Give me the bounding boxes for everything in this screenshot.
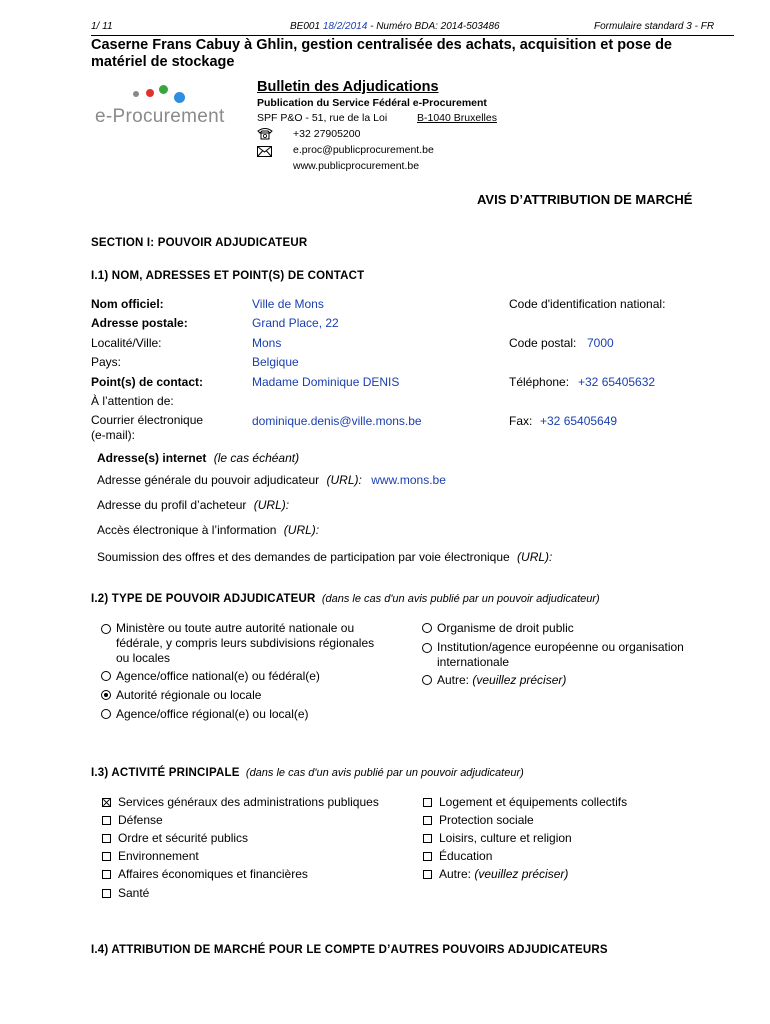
checkbox-icon[interactable] bbox=[423, 870, 432, 879]
profil-label: Adresse du profil d’acheteur bbox=[97, 498, 247, 512]
radio-icon[interactable] bbox=[101, 671, 111, 681]
fax-value: +32 65405649 bbox=[540, 414, 618, 428]
attention-label: À l’attention de: bbox=[91, 394, 174, 408]
adresse-generale-row bbox=[97, 473, 446, 487]
radio-label: Organisme de droit public bbox=[437, 621, 574, 635]
radio-item-autorite-regionale[interactable] bbox=[101, 688, 261, 702]
internet-row bbox=[97, 451, 299, 465]
adresse-value: Grand Place, 22 bbox=[252, 316, 339, 330]
checkbox-label: Défense bbox=[118, 813, 163, 827]
logo-dot-red-icon bbox=[146, 89, 154, 97]
bda-number: - Numéro BDA: 2014-503486 bbox=[370, 21, 500, 32]
radio-selected-icon[interactable] bbox=[101, 690, 111, 700]
bulletin-email[interactable]: e.proc@publicprocurement.be bbox=[293, 144, 434, 156]
courrier-label: Courrier électronique (e-mail): bbox=[91, 413, 204, 442]
url-note-1: (URL): bbox=[326, 473, 362, 487]
reference-line bbox=[290, 21, 500, 32]
notice-type: AVIS D’ATTRIBUTION DE MARCHÉ bbox=[477, 192, 693, 207]
telephone-label: Téléphone: bbox=[509, 375, 570, 389]
localite-label: Localité/Ville: bbox=[91, 336, 162, 350]
checkbox-item-sante[interactable] bbox=[102, 886, 149, 900]
checkbox-icon[interactable] bbox=[102, 889, 111, 898]
checkbox-label: Autre: bbox=[439, 867, 472, 881]
checkbox-item-ordre[interactable] bbox=[102, 831, 248, 845]
bulletin-city: B-1040 Bruxelles bbox=[417, 112, 497, 124]
section-1-3-title: I.3) ACTIVITÉ PRINCIPALE bbox=[91, 767, 240, 779]
checkbox-label: Loisirs, culture et religion bbox=[439, 831, 572, 845]
checkbox-label: Santé bbox=[118, 886, 150, 900]
ref-prefix: BE001 bbox=[290, 21, 321, 32]
nom-label: Nom officiel: bbox=[91, 297, 164, 311]
adresse-label: Adresse postale: bbox=[91, 316, 188, 330]
code-postal-label: Code postal: bbox=[509, 336, 577, 350]
section-1-2-heading bbox=[91, 591, 600, 605]
checkbox-item-defense[interactable] bbox=[102, 813, 163, 827]
acces-label: Accès électronique à l’information bbox=[97, 523, 277, 537]
logo-dot-gray-icon bbox=[133, 91, 139, 97]
section-1-2-title: I.2) TYPE DE POUVOIR ADJUDICATEUR bbox=[91, 593, 316, 605]
radio-item-ministere[interactable] bbox=[101, 621, 401, 666]
bulletin-title: Bulletin des Adjudications bbox=[257, 79, 439, 95]
checkbox-icon[interactable] bbox=[102, 834, 111, 843]
pays-value: Belgique bbox=[252, 355, 299, 369]
checkbox-icon[interactable] bbox=[423, 834, 432, 843]
contact-value: Madame Dominique DENIS bbox=[252, 375, 400, 389]
fax-label: Fax: bbox=[509, 414, 533, 428]
internet-label: Adresse(s) internet bbox=[97, 451, 207, 465]
checkbox-item-autre[interactable] bbox=[423, 867, 568, 881]
radio-item-agence-regionale[interactable] bbox=[101, 707, 309, 721]
soumission-label: Soumission des offres et des demandes de participation par voie électronique bbox=[97, 550, 510, 564]
nom-value: Ville de Mons bbox=[252, 297, 324, 311]
checkbox-item-affaires[interactable] bbox=[102, 867, 308, 881]
code-id-label: Code d'identification national: bbox=[509, 297, 666, 311]
radio-item-autre[interactable] bbox=[422, 673, 566, 687]
checkbox-icon[interactable] bbox=[102, 852, 111, 861]
radio-icon[interactable] bbox=[422, 643, 432, 653]
url-note-2: (URL): bbox=[253, 498, 290, 512]
code-postal-value: 7000 bbox=[587, 336, 614, 350]
publication-date: 18/2/2014 bbox=[322, 21, 368, 32]
telephone-value: +32 65405632 bbox=[578, 375, 656, 389]
radio-item-agence-nationale[interactable] bbox=[101, 669, 320, 683]
soumission-row bbox=[97, 550, 552, 564]
logo-dot-green-icon bbox=[159, 85, 168, 94]
bulletin-web[interactable]: www.publicprocurement.be bbox=[293, 160, 420, 172]
section-1-1-heading: I.1) NOM, ADRESSES ET POINT(S) DE CONTACT bbox=[91, 270, 365, 282]
page-number: 1/ 11 bbox=[91, 21, 113, 32]
logo-text: e-Procurement bbox=[95, 106, 225, 127]
checkbox-icon[interactable] bbox=[102, 870, 111, 879]
radio-label: Agence/office national(e) ou fédéral(e) bbox=[116, 669, 320, 683]
checkbox-note: (veuillez préciser) bbox=[474, 867, 569, 881]
section-1-2-note: (dans le cas d'un avis publié par un pouvoir adjudicateur) bbox=[321, 593, 600, 605]
profil-row bbox=[97, 498, 289, 512]
bulletin-phone: +32 27905200 bbox=[293, 128, 361, 140]
internet-note: (le cas échéant) bbox=[213, 451, 300, 465]
checkbox-label: Protection sociale bbox=[439, 813, 534, 827]
checkbox-item-logement[interactable] bbox=[423, 795, 627, 809]
radio-label: Agence/office régional(e) ou local(e) bbox=[116, 707, 309, 721]
radio-label: Institution/agence européenne ou organisation internationale bbox=[437, 640, 684, 669]
contact-label: Point(s) de contact: bbox=[91, 375, 204, 389]
checkbox-icon[interactable] bbox=[423, 798, 432, 807]
checkbox-label: Éducation bbox=[439, 849, 493, 863]
radio-label: Autorité régionale ou locale bbox=[116, 688, 262, 702]
radio-icon[interactable] bbox=[422, 623, 432, 633]
checkbox-icon[interactable] bbox=[423, 852, 432, 861]
section-1-4-heading: I.4) ATTRIBUTION DE MARCHÉ POUR LE COMPTE D’AUTRES POUVOIRS ADJUDICATEURS bbox=[91, 944, 608, 956]
bulletin-subtitle: Publication du Service Fédéral e-Procurement bbox=[257, 97, 487, 109]
checkbox-item-loisirs[interactable] bbox=[423, 831, 572, 845]
adresse-generale-label: Adresse générale du pouvoir adjudicateur bbox=[97, 473, 320, 487]
url-note-4: (URL): bbox=[517, 550, 553, 564]
checkbox-item-services-generaux[interactable] bbox=[102, 795, 379, 809]
checkbox-label: Logement et équipements collectifs bbox=[439, 795, 628, 809]
radio-label: Ministère ou toute autre autorité nationale ou fédérale, y compris leurs subdivisions régionales ou locales bbox=[116, 621, 375, 665]
checkbox-label: Services généraux des administrations publiques bbox=[118, 795, 379, 809]
logo-dot-blue-icon bbox=[174, 92, 185, 103]
radio-icon[interactable] bbox=[101, 624, 111, 634]
notice-title-text: Caserne Frans Cabuy à Ghlin, gestion centralisée des achats, acquisition et pose de matériel de stockage bbox=[91, 37, 672, 70]
acces-row bbox=[97, 523, 319, 537]
header-divider bbox=[91, 35, 734, 36]
form-label: Formulaire standard 3 - FR bbox=[594, 21, 715, 32]
checkbox-label: Ordre et sécurité publics bbox=[118, 831, 249, 845]
checkbox-item-environnement[interactable] bbox=[102, 849, 199, 863]
section-1-heading: SECTION I: POUVOIR ADJUDICATEUR bbox=[91, 237, 308, 249]
phone-icon bbox=[256, 126, 274, 143]
section-1-3-note: (dans le cas d'un avis publié par un pouvoir adjudicateur) bbox=[245, 767, 524, 779]
radio-label: Autre: bbox=[437, 673, 470, 687]
url-note-3: (URL): bbox=[283, 523, 320, 537]
radio-icon[interactable] bbox=[101, 709, 111, 719]
localite-value: Mons bbox=[252, 336, 282, 350]
radio-note: (veuillez préciser) bbox=[472, 673, 567, 687]
checkbox-label: Affaires économiques et financières bbox=[118, 867, 308, 881]
radio-icon[interactable] bbox=[422, 675, 432, 685]
eprocurement-logo bbox=[95, 85, 225, 130]
checkbox-icon[interactable] bbox=[423, 816, 432, 825]
pays-label: Pays: bbox=[91, 355, 122, 369]
envelope-icon bbox=[257, 146, 272, 160]
checkbox-item-protection[interactable] bbox=[423, 813, 534, 827]
radio-item-institution[interactable] bbox=[422, 640, 722, 670]
radio-item-organisme[interactable] bbox=[422, 621, 574, 635]
checkbox-icon[interactable] bbox=[102, 816, 111, 825]
bulletin-address: SPF P&O - 51, rue de la Loi bbox=[257, 112, 388, 124]
checkbox-checked-icon[interactable] bbox=[102, 798, 111, 807]
courrier-value[interactable]: dominique.denis@ville.mons.be bbox=[252, 414, 422, 428]
checkbox-item-education[interactable] bbox=[423, 849, 492, 863]
adresse-generale-value[interactable]: www.mons.be bbox=[371, 473, 446, 487]
section-1-3-heading bbox=[91, 765, 524, 779]
checkbox-label: Environnement bbox=[118, 849, 199, 863]
